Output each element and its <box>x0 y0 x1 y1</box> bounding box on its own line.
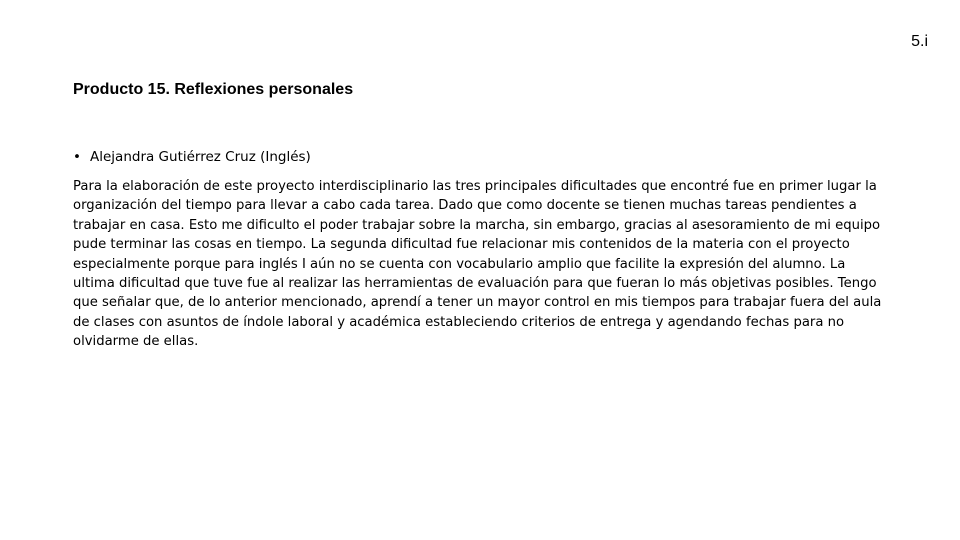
bullet-marker: • <box>73 149 81 165</box>
author-name: Alejandra Gutiérrez Cruz (Inglés) <box>90 149 311 165</box>
reflection-paragraph: Para la elaboración de este proyecto interdisciplinario las tres principales dificultades que encontré fue en primer lugar la organización del tiempo para llevar a cabo cada tarea. Dado que como docente se tienen muchas tareas pendientes a trabajar en casa. Esto me dificulto el poder trabajar sobre la marcha, sin embargo, gracias al asesoramiento de mi equipo pude terminar las cosas en tiempo. La segunda dificultad fue relacionar mis contenidos de la materia con el proyecto especialmente porque para inglés I aún no se cuenta con vocabulario amplio que facilite la expresión del alumno. La ultima dificultad que tuve fue al realizar las herramientas de evaluación para que fueran lo más objetivas posibles. Tengo que señalar que, de lo anterior mencionado, aprendí a tener un mayor control en mis tiempos para trabajar fuera del aula de clases con asuntos de índole laboral y académica estableciendo criterios de entrega y agendando fechas para no olvidarme de ellas. <box>73 179 882 350</box>
page-title: Producto 15. Reflexiones personales <box>73 81 354 98</box>
slide-number: 5.i <box>911 33 928 50</box>
author-bullet-item <box>73 148 311 166</box>
